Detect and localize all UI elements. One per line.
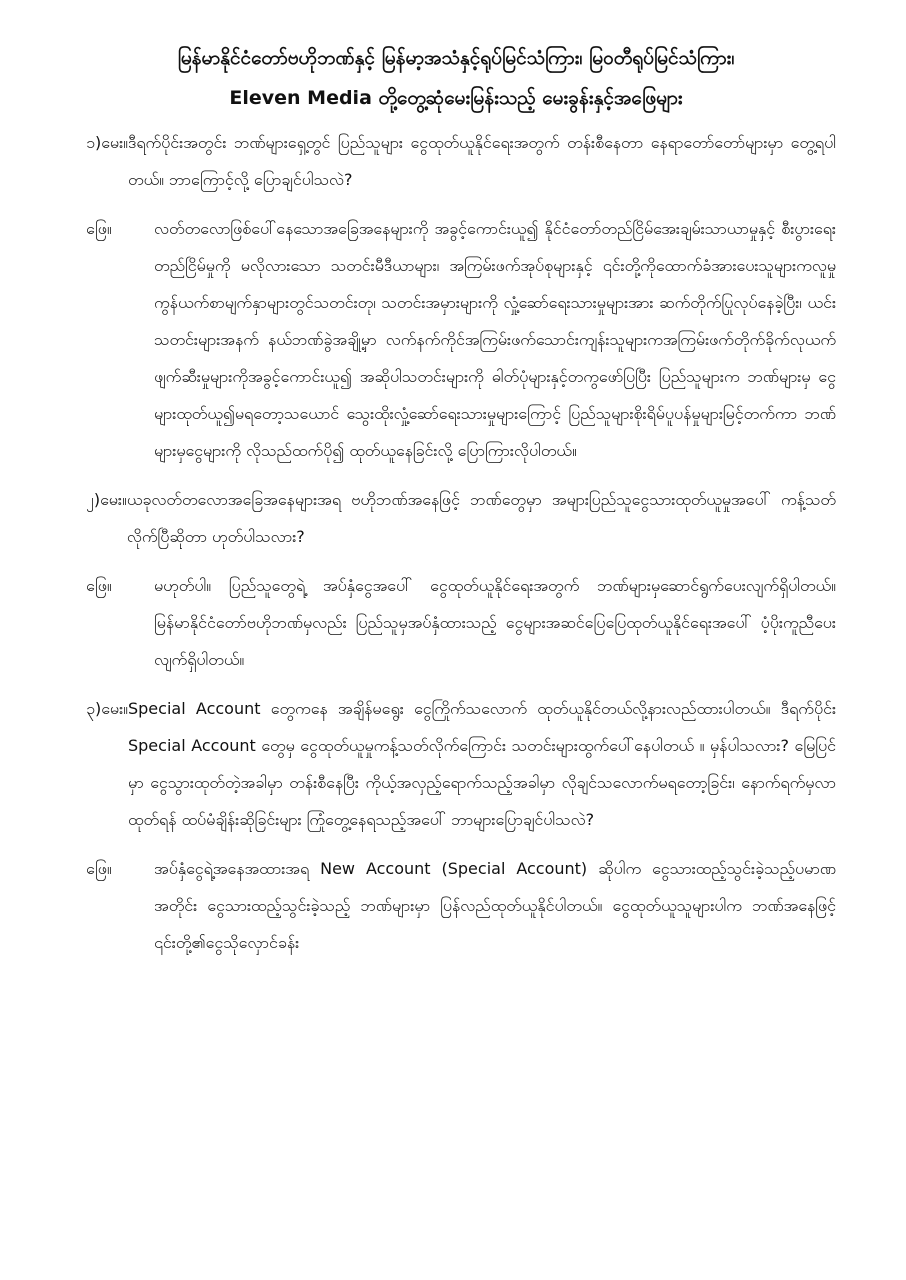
answer-marker: ဖြေ။: [86, 576, 112, 595]
answer-2: [86, 567, 836, 678]
answer-1: [86, 210, 836, 469]
question-3: [86, 690, 836, 838]
question-marker: ၃)မေး။: [86, 699, 128, 718]
answer-text: မဟုတ်ပါ။ ပြည်သူတွေရဲ့ အပ်နှံငွေအပေါ် ငွေထုတ်ယူနိုင်ရေးအတွက် ဘဏ်များမှဆောင်ရွက်ပေးလျက်ရှိပါတယ်။ မြန်မာနိုင်ငံတော်ဗဟိုဘဏ်မှလည်း ပြည်သူမှအပ်နှံထားသည့် ငွေများအဆင်ပြေပြေထုတ်ယူနိုင်ရေးအပေါ် ပံ့ပိုးကူညီပေးလျက်ရှိပါတယ်။: [154, 576, 836, 669]
document-title: [76, 38, 836, 118]
title-line-2: Eleven Media တို့တွေ့ဆုံမေးမြန်းသည့် မေးခွန်းနှင့်အဖြေများ: [229, 87, 683, 109]
question-1: [86, 124, 836, 198]
title-line-1: မြန်မာနိုင်ငံတော်ဗဟိုဘဏ်နှင့် မြန်မာ့အသံနှင့်ရုပ်မြင်သံကြား၊ မြဝတီရုပ်မြင်သံကြား၊: [177, 47, 735, 69]
qa-body: [86, 124, 836, 961]
answer-marker: ဖြေ။: [86, 219, 112, 238]
answer-text: လတ်တလောဖြစ်ပေါ်နေသောအခြေအနေများကို အခွင့်ကောင်းယူ၍ နိုင်ငံတော်တည်ငြိမ်အေးချမ်းသာယာမှုနှင့် စီးပွားရေးတည်ငြိမ်မှုကို မလိုလားသော သတင်းမီဒီယာများ၊ အကြမ်းဖက်အုပ်စုများနှင့် ၎င်းတို့ကိုထောက်ခံအားပေးသူများကလူမှုကွန်ယက်စာမျက်နှာများတွင်သတင်းတု၊ သတင်းအမှားများကို လှုံ့ဆော်ရေးသားမှုများအား ဆက်တိုက်ပြုလုပ်နေခဲ့ပြီး၊ ယင်းသတင်းများအနက် နယ်ဘဏ်ခွဲအချို့မှာ လက်နက်ကိုင်အကြမ်းဖက်သောင်းကျန်းသူများကအကြမ်းဖက်တိုက်ခိုက်လုယက်ဖျက်ဆီးမှုများကိုအခွင့်ကောင်းယူ၍ အဆိုပါသတင်းများကို ဓါတ်ပုံများနှင့်တကွဖော်ပြပြီး ပြည်သူများက ဘဏ်များမှ ငွေများထုတ်ယူ၍မရတော့သယောင် သွေးထိုးလှုံ့ဆော်ရေးသားမှုများကြောင့် ပြည်သူများစိုးရိမ်ပူပန်မှုများမြင့်တက်ကာ ဘဏ်များမှငွေများကို လိုသည်ထက်ပို၍ ထုတ်ယူနေခြင်းလို့ ပြောကြားလိုပါတယ်။: [154, 219, 836, 460]
answer-text: အပ်နှံငွေရဲ့အနေအထားအရ New Account (Special Account) ဆိုပါက ငွေသားထည့်သွင်းခဲ့သည့်ပမာဏအတိုင်း ငွေသားထည့်သွင်းခဲ့သည့် ဘဏ်များမှာ ပြန်လည်ထုတ်ယူနိုင်ပါတယ်။ ငွေထုတ်ယူသူများပါက ဘဏ်အနေဖြင့် ၎င်းတို့၏ငွေသိုလှောင်ခန်း: [154, 859, 836, 952]
question-marker: ၂)မေး။: [86, 490, 127, 509]
question-text: ဒီရက်ပိုင်းအတွင်း ဘဏ်များရှေ့တွင် ပြည်သူများ ငွေထုတ်ယူနိုင်ရေးအတွက် တန်းစီနေတာ နေရာတော်တော်များမှာ တွေ့ရပါတယ်။ ဘာကြောင့်လို့ ပြောချင်ပါသလဲ?: [127, 133, 836, 189]
question-marker: ၁)မေး။: [86, 133, 128, 152]
answer-3: [86, 850, 836, 961]
question-2: [86, 481, 836, 555]
answer-marker: ဖြေ။: [86, 859, 112, 878]
question-text: ယခုလတ်တလောအခြေအနေများအရ ဗဟိုဘဏ်အနေဖြင့် ဘဏ်တွေမှာ အများပြည်သူငွေသားထုတ်ယူမှုအပေါ် ကန့်သတ်လိုက်ပြီဆိုတာ ဟုတ်ပါသလား?: [126, 490, 836, 546]
question-text: Special Account တွေကနေ အချိန်မရွေး ငွေကြိုက်သလောက် ထုတ်ယူနိုင်တယ်လို့နားလည်ထားပါတယ်။ ဒီရက်ပိုင်း Special Account တွေမှ ငွေထုတ်ယူမှုကန့်သတ်လိုက်ကြောင်း သတင်းများထွက်ပေါ်နေပါတယ် ။ မှန်ပါသလား? မြေပြင်မှာ ငွေသွားထုတ်တဲ့အခါမှာ တန်းစီနေပြီး ကိုယ့်အလှည့်ရောက်သည့်အခါမှာ လိုချင်သလောက်မရတော့ခြင်း၊ နောက်ရက်မှလာထုတ်ရန် ထပ်မံချိန်းဆိုခြင်းများ ကြုံတွေ့နေရသည့်အပေါ် ဘာများပြောချင်ပါသလဲ?: [127, 699, 836, 829]
